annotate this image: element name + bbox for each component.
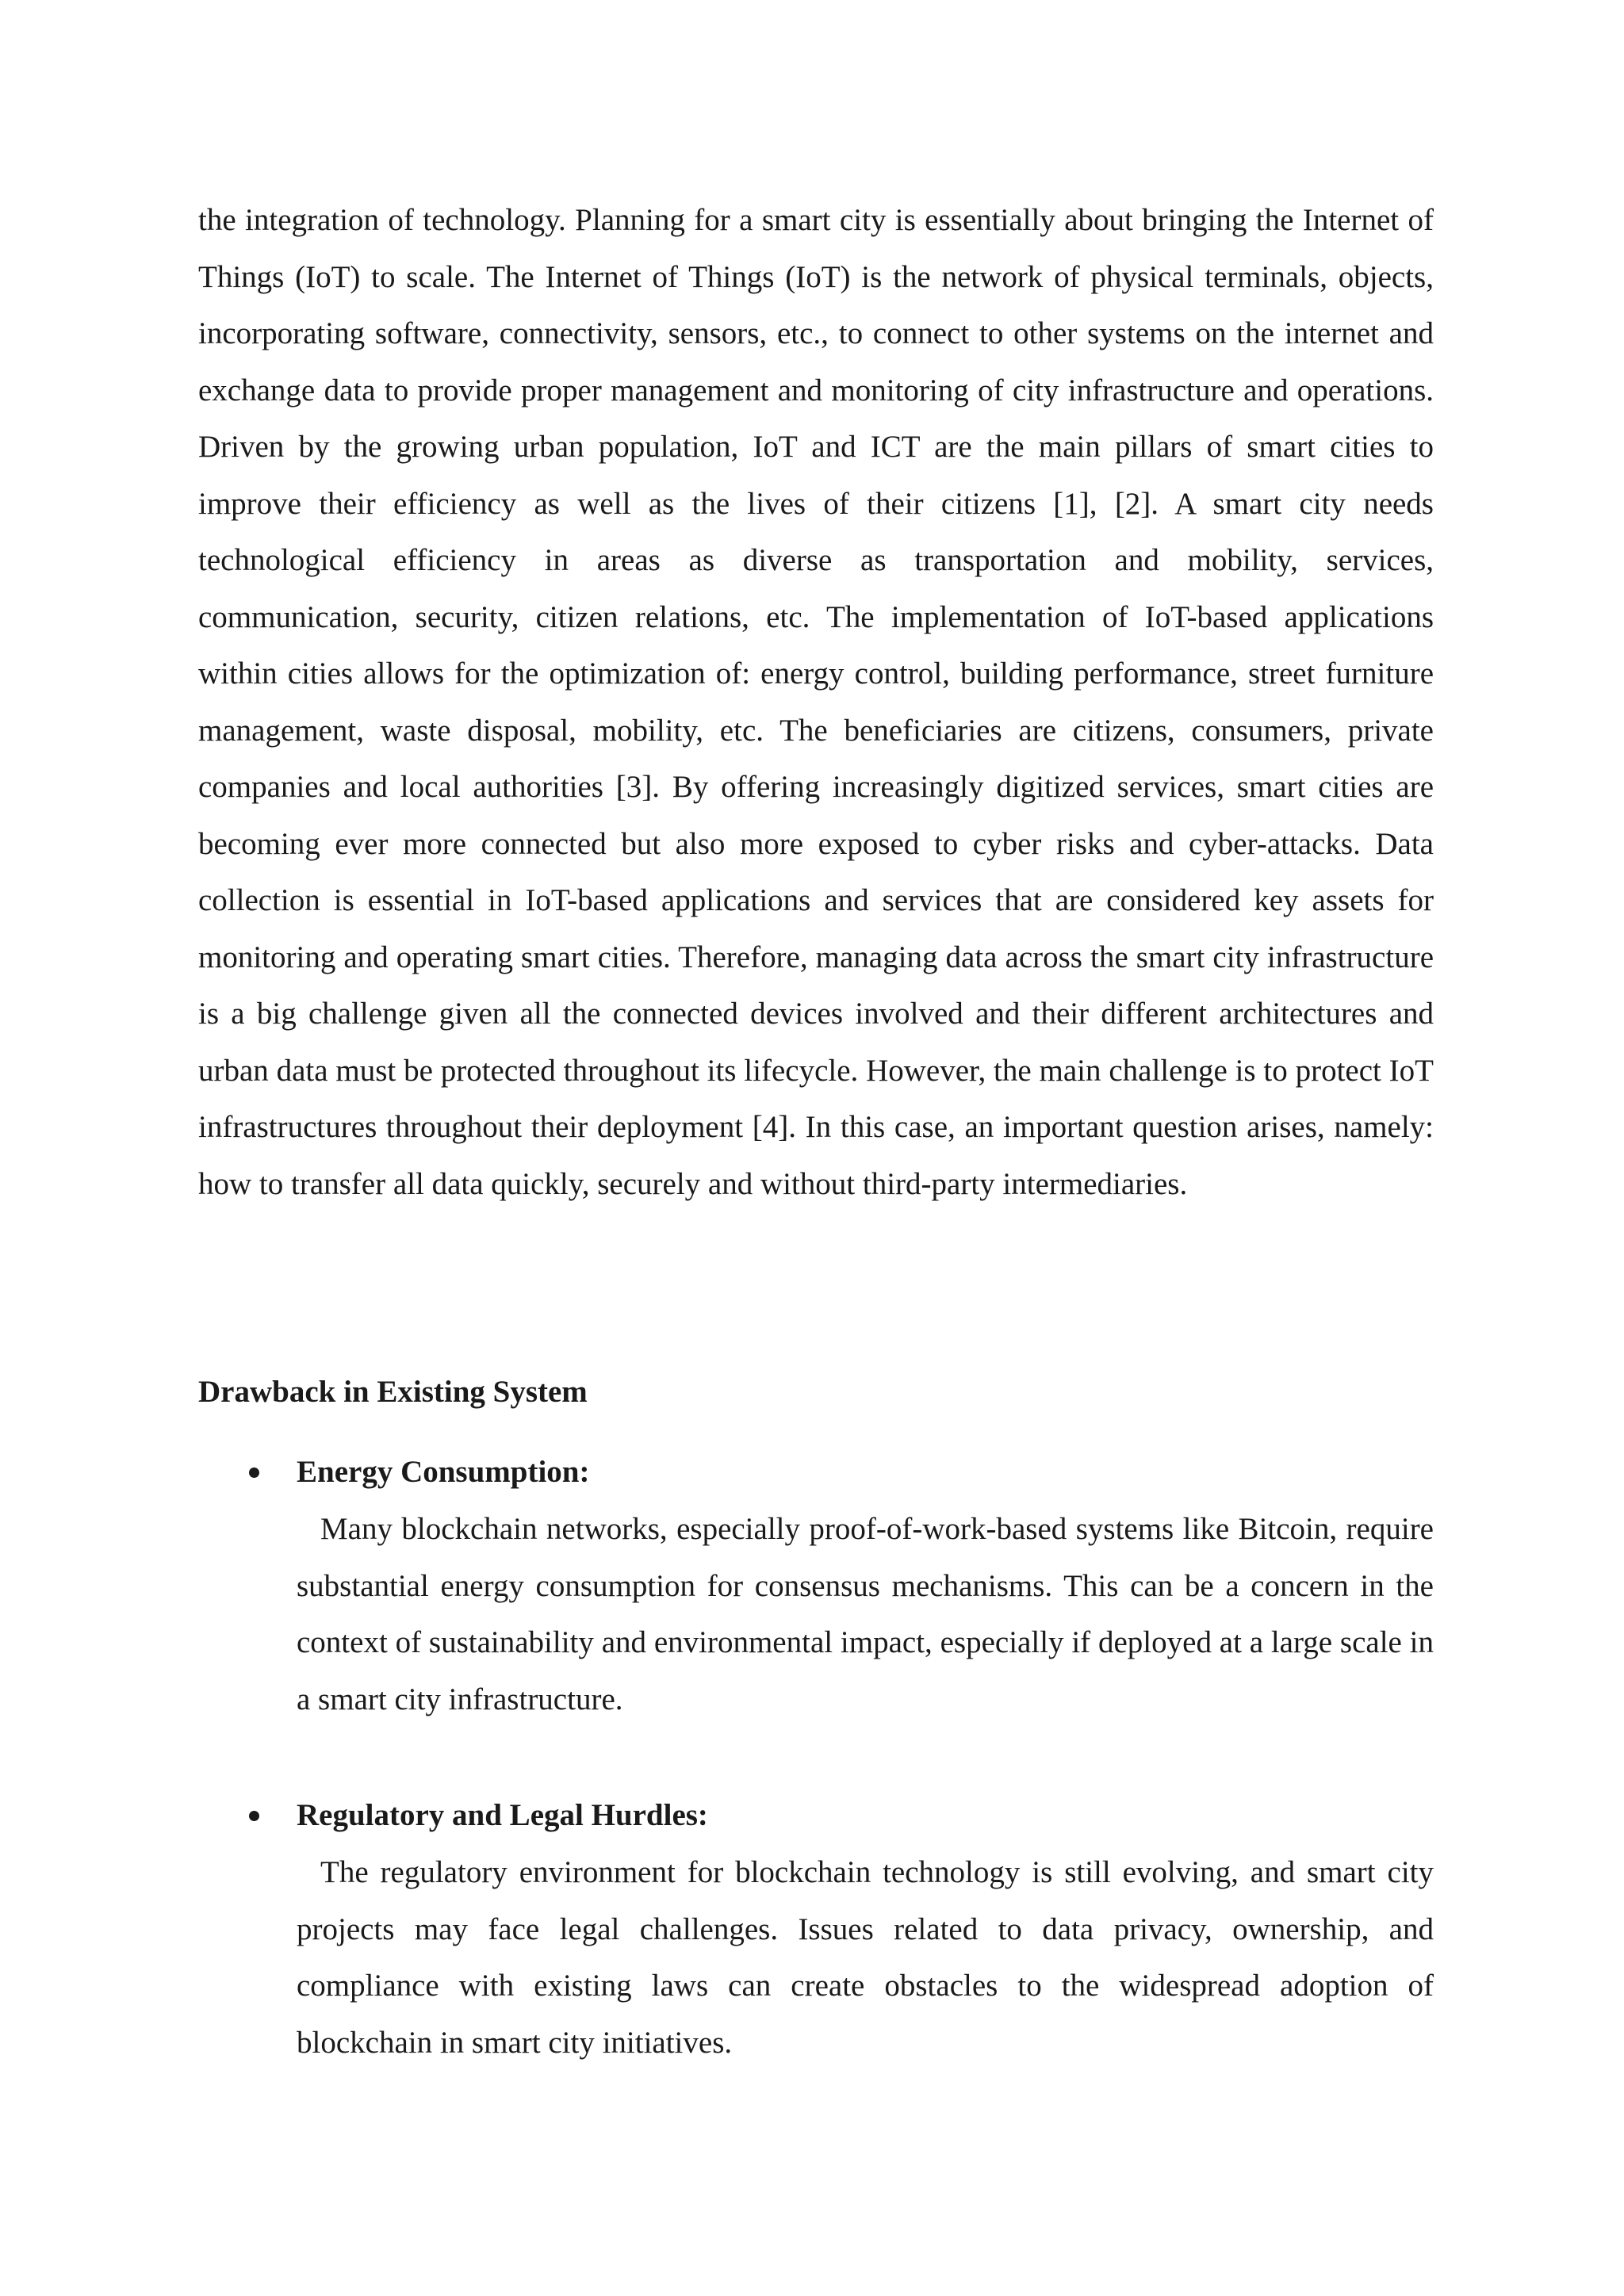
bullet-text: The regulatory environment for blockchain technology is still evolving, and smart city projects may face legal challenges. Issues related to data privacy, ownership, and compliance with existing laws can create obstacles to the widespread adoption of blockchain in smart city initiatives. (297, 1855, 1434, 2060)
bullet-icon (249, 1468, 259, 1478)
bullet-title: Energy Consumption: (297, 1455, 590, 1489)
section-heading: Drawback in Existing System (198, 1375, 588, 1409)
bullet-title: Regulatory and Legal Hurdles: (297, 1798, 708, 1832)
bullet-icon (249, 1811, 259, 1821)
bullet-text: Many blockchain networks, especially proof-of-work-based systems like Bitcoin, require substantial energy consumption for consensus mechanisms. This can be a concern in the context of sustainability and environmental impact, especially if deployed at a large scale in a smart city infrastructure. (297, 1512, 1434, 1716)
intro-paragraph: the integration of technology. Planning for a smart city is essentially about bringing the Internet of Things (IoT) to scale. The Internet of Things (IoT) is the network of physical terminals, objects, incorporating software, connectivity, sensors, etc., to connect to other systems on the internet and exchange data to provide proper management and monitoring of city infrastructure and operations. Driven by the growing urban population, IoT and ICT are the main pillars of smart cities to improve their efficiency as well as the lives of their citizens [1], [2]. A smart city needs technological efficiency in areas as diverse as transportation and mobility, services, communication, security, citizen relations, etc. The implementation of IoT-based applications within cities allows for the optimization of: energy control, building performance, street furniture management, waste disposal, mobility, etc. The beneficiaries are citizens, consumers, private companies and local authorities [3]. By offering increasingly digitized services, smart cities are becoming ever more connected but also more exposed to cyber risks and cyber-attacks. Data collection is essential in IoT-based applications and services that are considered key assets for monitoring and operating smart cities. Therefore, managing data across the smart city infrastructure is a big challenge given all the connected devices involved and their different architectures and urban data must be protected throughout its lifecycle. However, the main challenge is to protect IoT infrastructures throughout their deployment [4]. In this case, an important question arises, namely: how to transfer all data quickly, securely and without third-party intermediaries. (198, 203, 1434, 1201)
